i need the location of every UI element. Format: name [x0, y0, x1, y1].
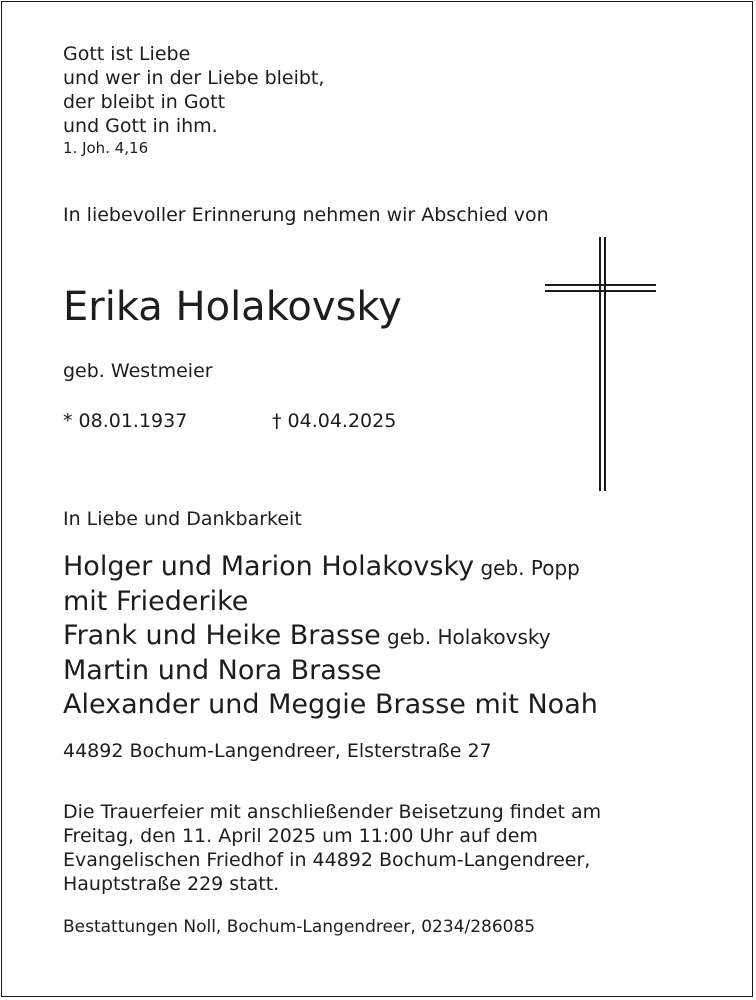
mourner-names: Alexander und Meggie Brasse mit Noah	[63, 689, 598, 720]
deceased-name: Erika Holakovsky	[63, 284, 402, 330]
bible-verse	[63, 42, 324, 158]
mourner-note: geb. Popp	[474, 556, 580, 580]
thanks-line: In Liebe und Dankbarkeit	[63, 508, 302, 530]
cross-icon	[542, 235, 660, 495]
mourner-names: Martin und Nora Brasse	[63, 655, 382, 686]
mourner-names: Frank und Heike Brasse	[63, 620, 381, 651]
ceremony-line: Freitag, den 11. April 2025 um 11:00 Uhr auf dem	[63, 825, 538, 847]
death-notice	[1, 1, 753, 997]
mourner-line	[63, 688, 598, 722]
birth-date: * 08.01.1937	[63, 410, 188, 432]
mourner-names: mit Friederike	[63, 586, 249, 617]
birth-name: geb. Westmeier	[63, 360, 213, 382]
intro-text: In liebevoller Erinnerung nehmen wir Abschied von	[63, 204, 549, 226]
mourner-line	[63, 619, 598, 654]
verse-line: und wer in der Liebe bleibt,	[63, 67, 325, 89]
verse-line: der bleibt in Gott	[63, 91, 226, 113]
mourner-line	[63, 585, 598, 619]
mourner-note: geb. Holakovsky	[380, 625, 551, 649]
death-date: † 04.04.2025	[272, 410, 397, 432]
mourner-names: Holger und Marion Holakovsky	[63, 551, 475, 582]
verse-line: und Gott in ihm.	[63, 115, 218, 137]
verse-reference: 1. Joh. 4,16	[63, 139, 149, 157]
ceremony-line: Die Trauerfeier mit anschließender Beisetzung findet am	[63, 801, 602, 823]
ceremony-line: Evangelischen Friedhof in 44892 Bochum-Langendreer,	[63, 849, 591, 871]
family-address: 44892 Bochum-Langendreer, Elsterstraße 27	[63, 740, 492, 762]
ceremony-line: Hauptstraße 229 statt.	[63, 873, 280, 895]
undertaker-info: Bestattungen Noll, Bochum-Langendreer, 0234/286085	[63, 917, 536, 937]
mourner-line	[63, 654, 598, 688]
mourners-list	[63, 550, 598, 722]
mourner-line	[63, 550, 598, 585]
ceremony-details	[63, 800, 601, 896]
verse-line: Gott ist Liebe	[63, 43, 191, 65]
